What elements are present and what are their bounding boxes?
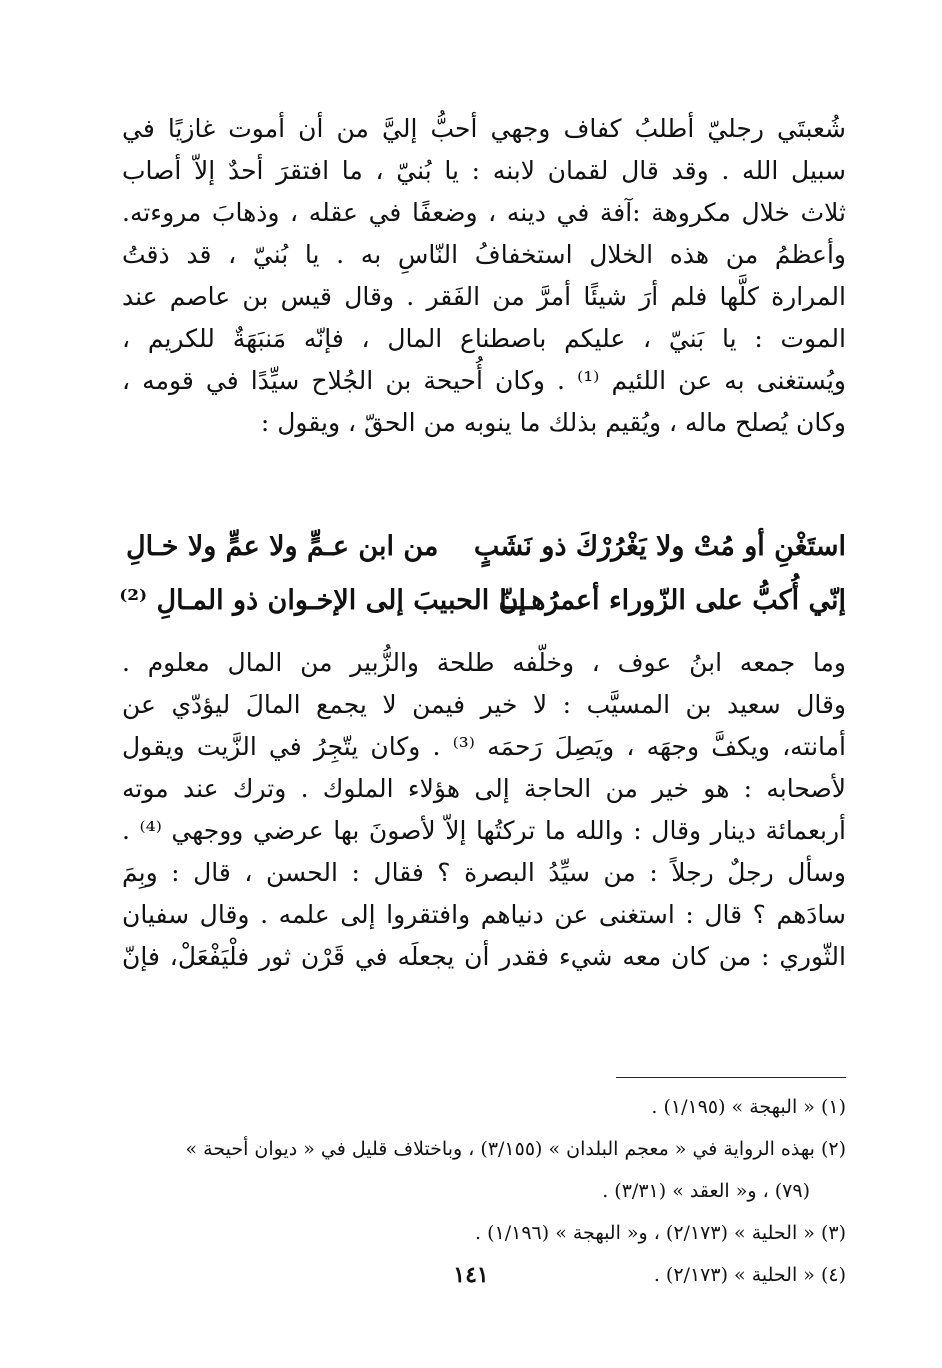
footnote-3: (٣) « الحلية » (٢/١٧٣) ، و« البهجة » (١/١٩٦) . [475, 1222, 846, 1244]
footnote-2: (٢) بهذه الرواية في « معجم البلدان » (٣/١٥٥) ، وباختلاف قليل في « ديوان أحيحة » [185, 1138, 846, 1160]
footnote-1: (١) « البهجة » (١/١٩٥) . [651, 1096, 846, 1118]
text-line: وقال سعيد بن المسيَّب : لا خير فيمن لا يجمع المالَ ليؤدّي عن [122, 690, 846, 719]
text-line: وأعظمُ من هذه الخلال استخفافُ النّاسِ به . يا بُنيّ ، قد ذقتُ [122, 240, 846, 269]
main-text-lower [122, 642, 846, 978]
text-line: سبيل الله . وقد قال لقمان لابنه : يا بُنيّ ، ما افتقرَ أحدٌ إلاّ أصاب [122, 156, 846, 185]
text-line: وما جمعه ابنُ عوف ، وخلّفه طلحة والزُّبير من المال معلوم . [122, 648, 846, 677]
verse-1-first-hemistich: استَغْنِ أو مُتْ ولا يَغْرُرْكَ ذو نَشَبٍ [473, 531, 846, 562]
text-line: شُعبتَي رجليّ أطلبُ كفاف وجهي أحبُّ إليَّ من أن أموت غازيًا في [122, 114, 846, 143]
text-line: سادَهم ؟ قال : استغنى عن دنياهم وافتقروا إلى علمه . وقال سفيان [122, 900, 846, 929]
footnote-separator [616, 1077, 846, 1078]
text-line: ثلاث خلال مكروهة :آفة في دينه ، وضعفًا في عقله ، وذهابَ مروءته. [122, 198, 846, 227]
text-line: الموت : يا بَنيّ ، عليكم باصطناع المال ، فإنّه مَنبَهَةٌ للكريم ، [122, 324, 846, 353]
text-line: وسأل رجلٌ رجلاً : من سيِّدُ البصرة ؟ فقال : الحسن ، قال : وبِمَ [122, 858, 846, 887]
text-line: المرارة كلَّها فلم أرَ شيئًا أمرَّ من الفَقر . وقال قيس بن عاصم عند [122, 282, 846, 311]
main-text-upper [122, 108, 846, 444]
verse-2 [119, 574, 846, 628]
text-line: ويُستغنى به عن اللئيم ⁽¹⁾ . وكان أُحيحة بن الجُلاح سيِّدًا في قومه ، [122, 366, 846, 395]
page-number: ١٤١ [453, 1262, 489, 1288]
footnote-4: (٤) « الحلية » (٢/١٧٣) . [653, 1264, 846, 1286]
poem-verses [119, 520, 846, 628]
verse-2-second-hemistich: إنّ الحبيبَ إلى الإخـوان ذو المـالِ ⁽²⁾ [119, 585, 526, 616]
text-line: وكان يُصلح ماله ، ويُقيم بذلك ما ينوبه من الحقّ ، ويقول : [260, 408, 846, 437]
footnote-2-continued: (٧٩) ، و« العقد » (٣/٣١) . [602, 1180, 810, 1202]
text-line: أربعمائة دينار وقال : والله ما تركتُها إلاّ لأصونَ بها عرضي ووجهي ⁽⁴⁾ . [122, 816, 846, 845]
verse-1 [126, 520, 846, 574]
verse-2-first-hemistich: إنّي أُكبُّ على الزّوراء أعمرُهـــا [499, 585, 846, 616]
text-line: أمانته، ويكفَّ وجهَه ، ويَصِلَ رَحمَه ⁽³⁾ . وكان يتّجِرُ في الزَّيت ويقول [122, 732, 847, 761]
text-line: لأصحابه : هو خير من الحاجة إلى هؤلاء الملوك . وترك عند موته [122, 774, 846, 803]
verse-1-second-hemistich: من ابن عـمٍّ ولا عمٍّ ولا خـالِ [126, 531, 439, 562]
text-line: الثّوري : من كان معه شيء فقدر أن يجعلَه في قَرْن ثور فلْيَفْعَلْ، فإنّ [122, 942, 846, 971]
